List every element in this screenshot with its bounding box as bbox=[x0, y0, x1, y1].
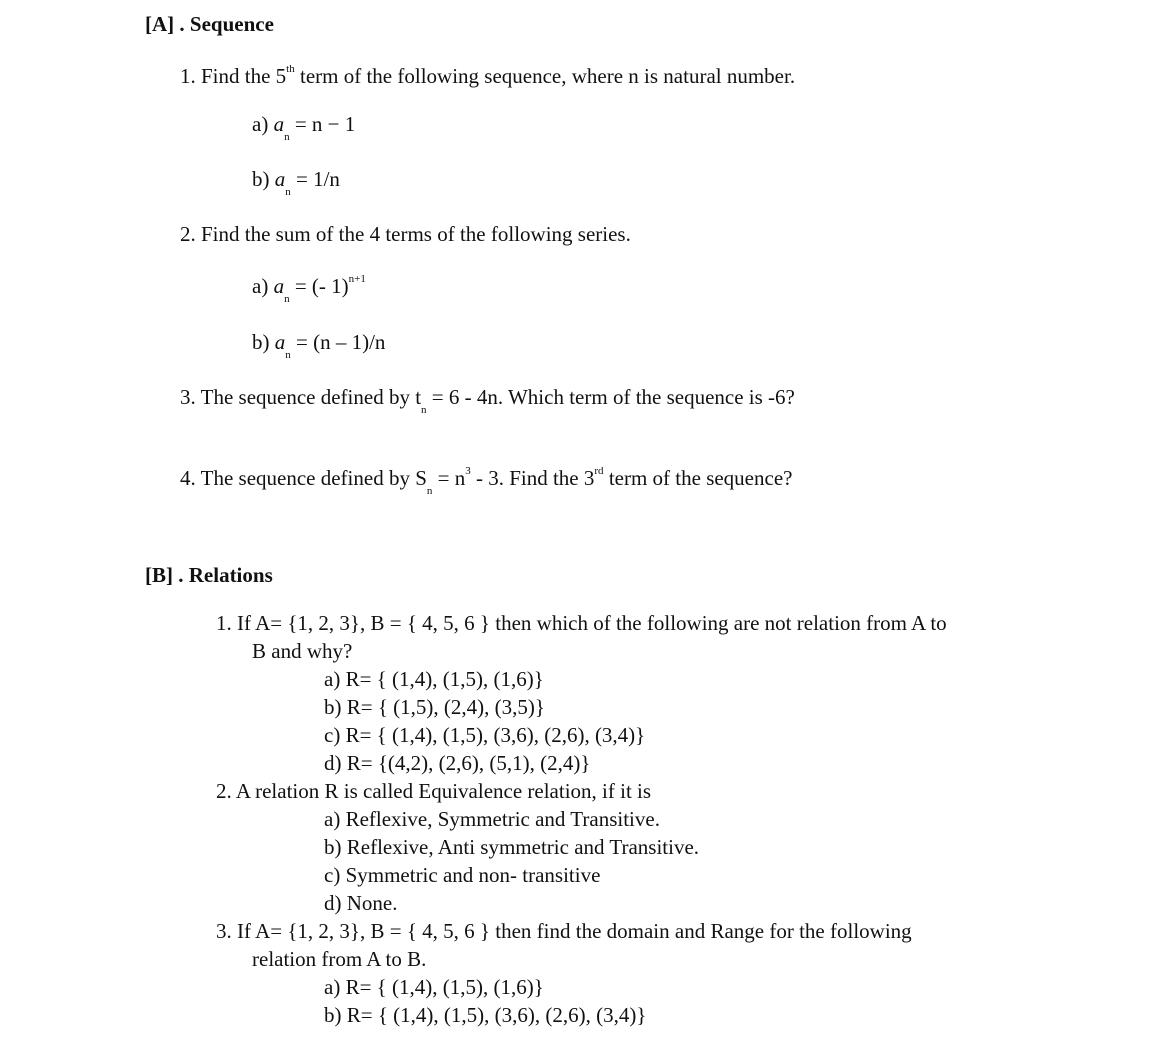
question-b2-line1: 2. A relation R is called Equivalence relation, if it is bbox=[216, 779, 652, 803]
question-b1-option-b: b) R= { (1,5), (2,4), (3,5)} bbox=[324, 695, 545, 719]
question-a1-option-b: b) $a_n = 1/n$ bbox=[252, 167, 340, 198]
question-a2-option-b: b) $a_n = (n - 1)/n$ bbox=[252, 330, 386, 361]
question-b2-option-d: d) None. bbox=[324, 891, 398, 915]
question-a1: 1. Find the 5th term of the following sequence, where n is natural number. bbox=[180, 63, 796, 88]
question-b3-option-b: b) R= { (1,4), (1,5), (3,6), (2,6), (3,4)} bbox=[324, 1003, 647, 1027]
question-b1-option-d: d) R= {(4,2), (2,6), (5,1), (2,4)} bbox=[324, 751, 591, 775]
question-b1-option-a: a) R= { (1,4), (1,5), (1,6)} bbox=[324, 667, 544, 691]
question-a2-option-a: a) $a_n$ = (- 1)$^{n+1}$ bbox=[252, 273, 366, 305]
section-b-heading: [B] . Relations bbox=[145, 563, 273, 587]
question-b1-line1: 1. If A= {1, 2, 3}, B = { 4, 5, 6 } then which of the following are not relation from A to bbox=[216, 611, 947, 635]
question-b1-option-c: c) R= { (1,4), (1,5), (3,6), (2,6), (3,4)} bbox=[324, 723, 646, 747]
question-b2-option-c: c) Symmetric and non- transitive bbox=[324, 863, 601, 887]
question-a3: 3. The sequence defined by $t_n = 6 - 4n$. Which term of the sequence is -6? bbox=[180, 385, 795, 416]
question-a2: 2. Find the sum of the 4 terms of the following series. bbox=[180, 222, 631, 246]
question-b2-option-b: b) Reflexive, Anti symmetric and Transitive. bbox=[324, 835, 700, 859]
question-a1-option-a: a) $a_n = n - 1$ bbox=[252, 112, 356, 143]
question-b1-line2: B and why? bbox=[252, 639, 353, 663]
question-b3-option-a: a) R= { (1,4), (1,5), (1,6)} bbox=[324, 975, 544, 999]
question-b3-line2: relation from A to B. bbox=[252, 947, 427, 971]
question-b2-option-a: a) Reflexive, Symmetric and Transitive. bbox=[324, 807, 660, 831]
question-a4: 4. The sequence defined by $S_n = n^3 - 3$. Find the 3rd term of the sequence? bbox=[180, 465, 793, 497]
question-b3-line1: 3. If A= {1, 2, 3}, B = { 4, 5, 6 } then find the domain and Range for the following bbox=[216, 919, 912, 943]
section-a-heading: [A] . Sequence bbox=[145, 12, 274, 36]
